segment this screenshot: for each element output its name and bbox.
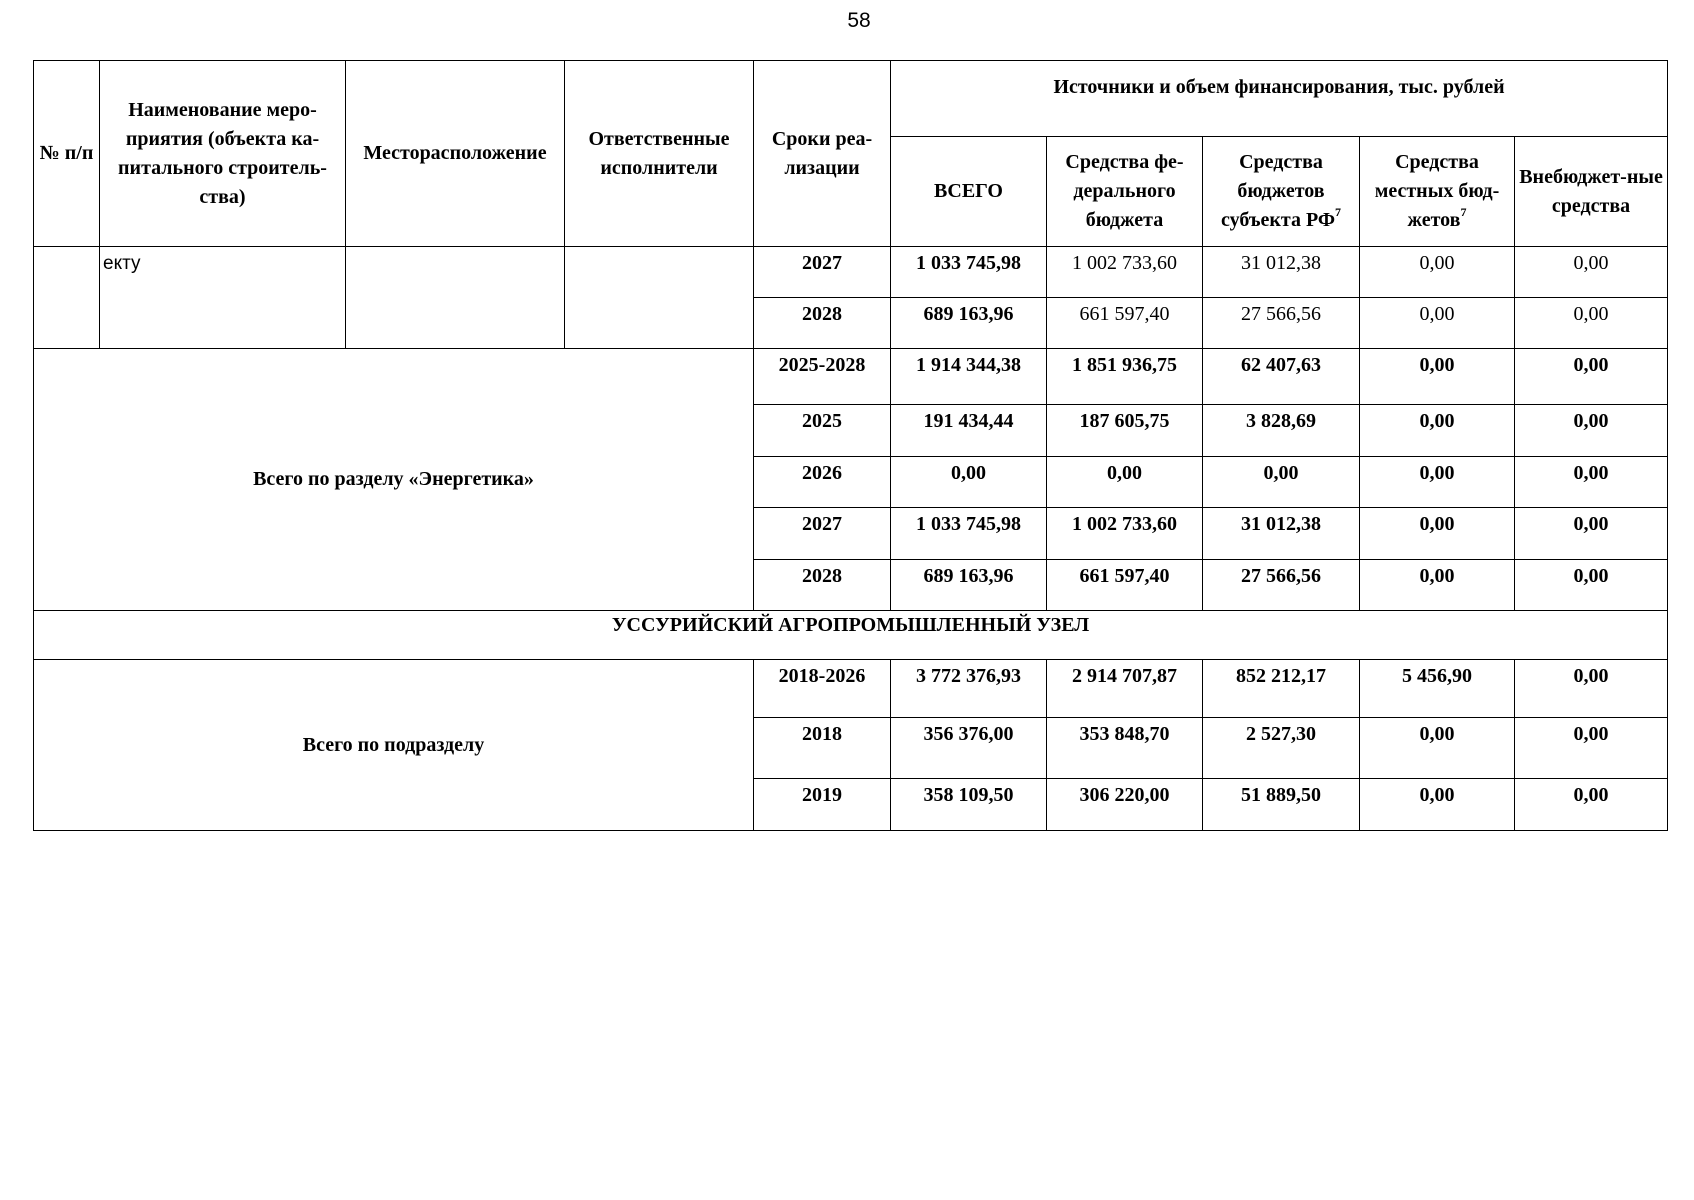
cell-year: 2027 [754, 508, 891, 560]
cell-number [34, 247, 100, 349]
cell-total: 689 163,96 [891, 298, 1047, 349]
cell-year: 2028 [754, 560, 891, 611]
cell-local: 0,00 [1360, 298, 1515, 349]
footnote-mark: 7 [1460, 205, 1467, 220]
cell-total: 1 033 745,98 [891, 508, 1047, 560]
cell-extrabudgetary: 0,00 [1515, 660, 1668, 718]
cell-local: 0,00 [1360, 779, 1515, 831]
cell-extrabudgetary: 0,00 [1515, 247, 1668, 298]
cell-year: 2027 [754, 247, 891, 298]
header-extrabudgetary: Внебюджет-ные средства [1515, 137, 1668, 247]
cell-federal: 2 914 707,87 [1047, 660, 1203, 718]
cell-local: 0,00 [1360, 457, 1515, 508]
financing-table [33, 60, 1668, 831]
cell-federal: 1 002 733,60 [1047, 508, 1203, 560]
cell-extrabudgetary: 0,00 [1515, 405, 1668, 457]
cell-regional: 62 407,63 [1203, 349, 1360, 405]
section-row [34, 611, 1668, 660]
cell-regional: 31 012,38 [1203, 247, 1360, 298]
footnote-mark: 7 [1335, 205, 1342, 220]
cell-year: 2019 [754, 779, 891, 831]
cell-extrabudgetary: 0,00 [1515, 560, 1668, 611]
cell-regional: 27 566,56 [1203, 298, 1360, 349]
cell-extrabudgetary: 0,00 [1515, 508, 1668, 560]
cell-year: 2028 [754, 298, 891, 349]
cell-total: 689 163,96 [891, 560, 1047, 611]
section-title: УССУРИЙСКИЙ АГРОПРОМЫШЛЕННЫЙ УЗЕЛ [34, 611, 1668, 660]
cell-total: 191 434,44 [891, 405, 1047, 457]
cell-local: 0,00 [1360, 405, 1515, 457]
cell-total: 3 772 376,93 [891, 660, 1047, 718]
header-funding-group: Источники и объем финансирования, тыс. рублей [891, 61, 1668, 137]
energy-total-label: Всего по разделу «Энергетика» [34, 349, 754, 611]
cell-local: 0,00 [1360, 508, 1515, 560]
table-row [34, 247, 1668, 298]
cell-year: 2025 [754, 405, 891, 457]
cell-local: 0,00 [1360, 349, 1515, 405]
header-number: № п/п [34, 61, 100, 247]
header-total: ВСЕГО [891, 137, 1047, 247]
page-number: 58 [847, 9, 871, 32]
cell-total: 1 914 344,38 [891, 349, 1047, 405]
cell-total: 1 033 745,98 [891, 247, 1047, 298]
cell-extrabudgetary: 0,00 [1515, 298, 1668, 349]
cell-location [346, 247, 565, 349]
header-name: Наименование меро-приятия (объекта ка-питального строитель-ства) [100, 61, 346, 247]
cell-federal: 353 848,70 [1047, 718, 1203, 779]
table-row [34, 349, 1668, 405]
cell-local: 0,00 [1360, 247, 1515, 298]
cell-regional: 3 828,69 [1203, 405, 1360, 457]
cell-local: 0,00 [1360, 718, 1515, 779]
cell-federal: 0,00 [1047, 457, 1203, 508]
cell-federal: 306 220,00 [1047, 779, 1203, 831]
cell-year: 2026 [754, 457, 891, 508]
cell-object-name: екту [100, 247, 346, 349]
cell-regional: 0,00 [1203, 457, 1360, 508]
header-terms: Сроки реа-лизации [754, 61, 891, 247]
cell-regional: 51 889,50 [1203, 779, 1360, 831]
cell-total: 0,00 [891, 457, 1047, 508]
cell-extrabudgetary: 0,00 [1515, 457, 1668, 508]
cell-regional: 852 212,17 [1203, 660, 1360, 718]
cell-regional: 31 012,38 [1203, 508, 1360, 560]
cell-local: 5 456,90 [1360, 660, 1515, 718]
header-regional: Средства бюджетов субъекта $РФ^7$ [1203, 137, 1360, 247]
cell-executors [565, 247, 754, 349]
cell-year: 2018 [754, 718, 891, 779]
cell-extrabudgetary: 0,00 [1515, 779, 1668, 831]
cell-local: 0,00 [1360, 560, 1515, 611]
cell-federal: 187 605,75 [1047, 405, 1203, 457]
cell-federal: 661 597,40 [1047, 560, 1203, 611]
subsection-total-label: Всего по подразделу [34, 660, 754, 831]
cell-extrabudgetary: 0,00 [1515, 718, 1668, 779]
header-location: Месторасположение [346, 61, 565, 247]
header-local: Средства местных бюд-жетов$^7$ [1360, 137, 1515, 247]
cell-year: 2018-2026 [754, 660, 891, 718]
cell-regional: 2 527,30 [1203, 718, 1360, 779]
table-row [34, 660, 1668, 718]
cell-year: 2025-2028 [754, 349, 891, 405]
cell-regional: 27 566,56 [1203, 560, 1360, 611]
cell-total: 358 109,50 [891, 779, 1047, 831]
header-federal: Средства фе-дерального бюджета [1047, 137, 1203, 247]
cell-total: 356 376,00 [891, 718, 1047, 779]
cell-federal: 661 597,40 [1047, 298, 1203, 349]
cell-federal: 1 851 936,75 [1047, 349, 1203, 405]
cell-extrabudgetary: 0,00 [1515, 349, 1668, 405]
header-executors: Ответственные исполнители [565, 61, 754, 247]
cell-federal: 1 002 733,60 [1047, 247, 1203, 298]
